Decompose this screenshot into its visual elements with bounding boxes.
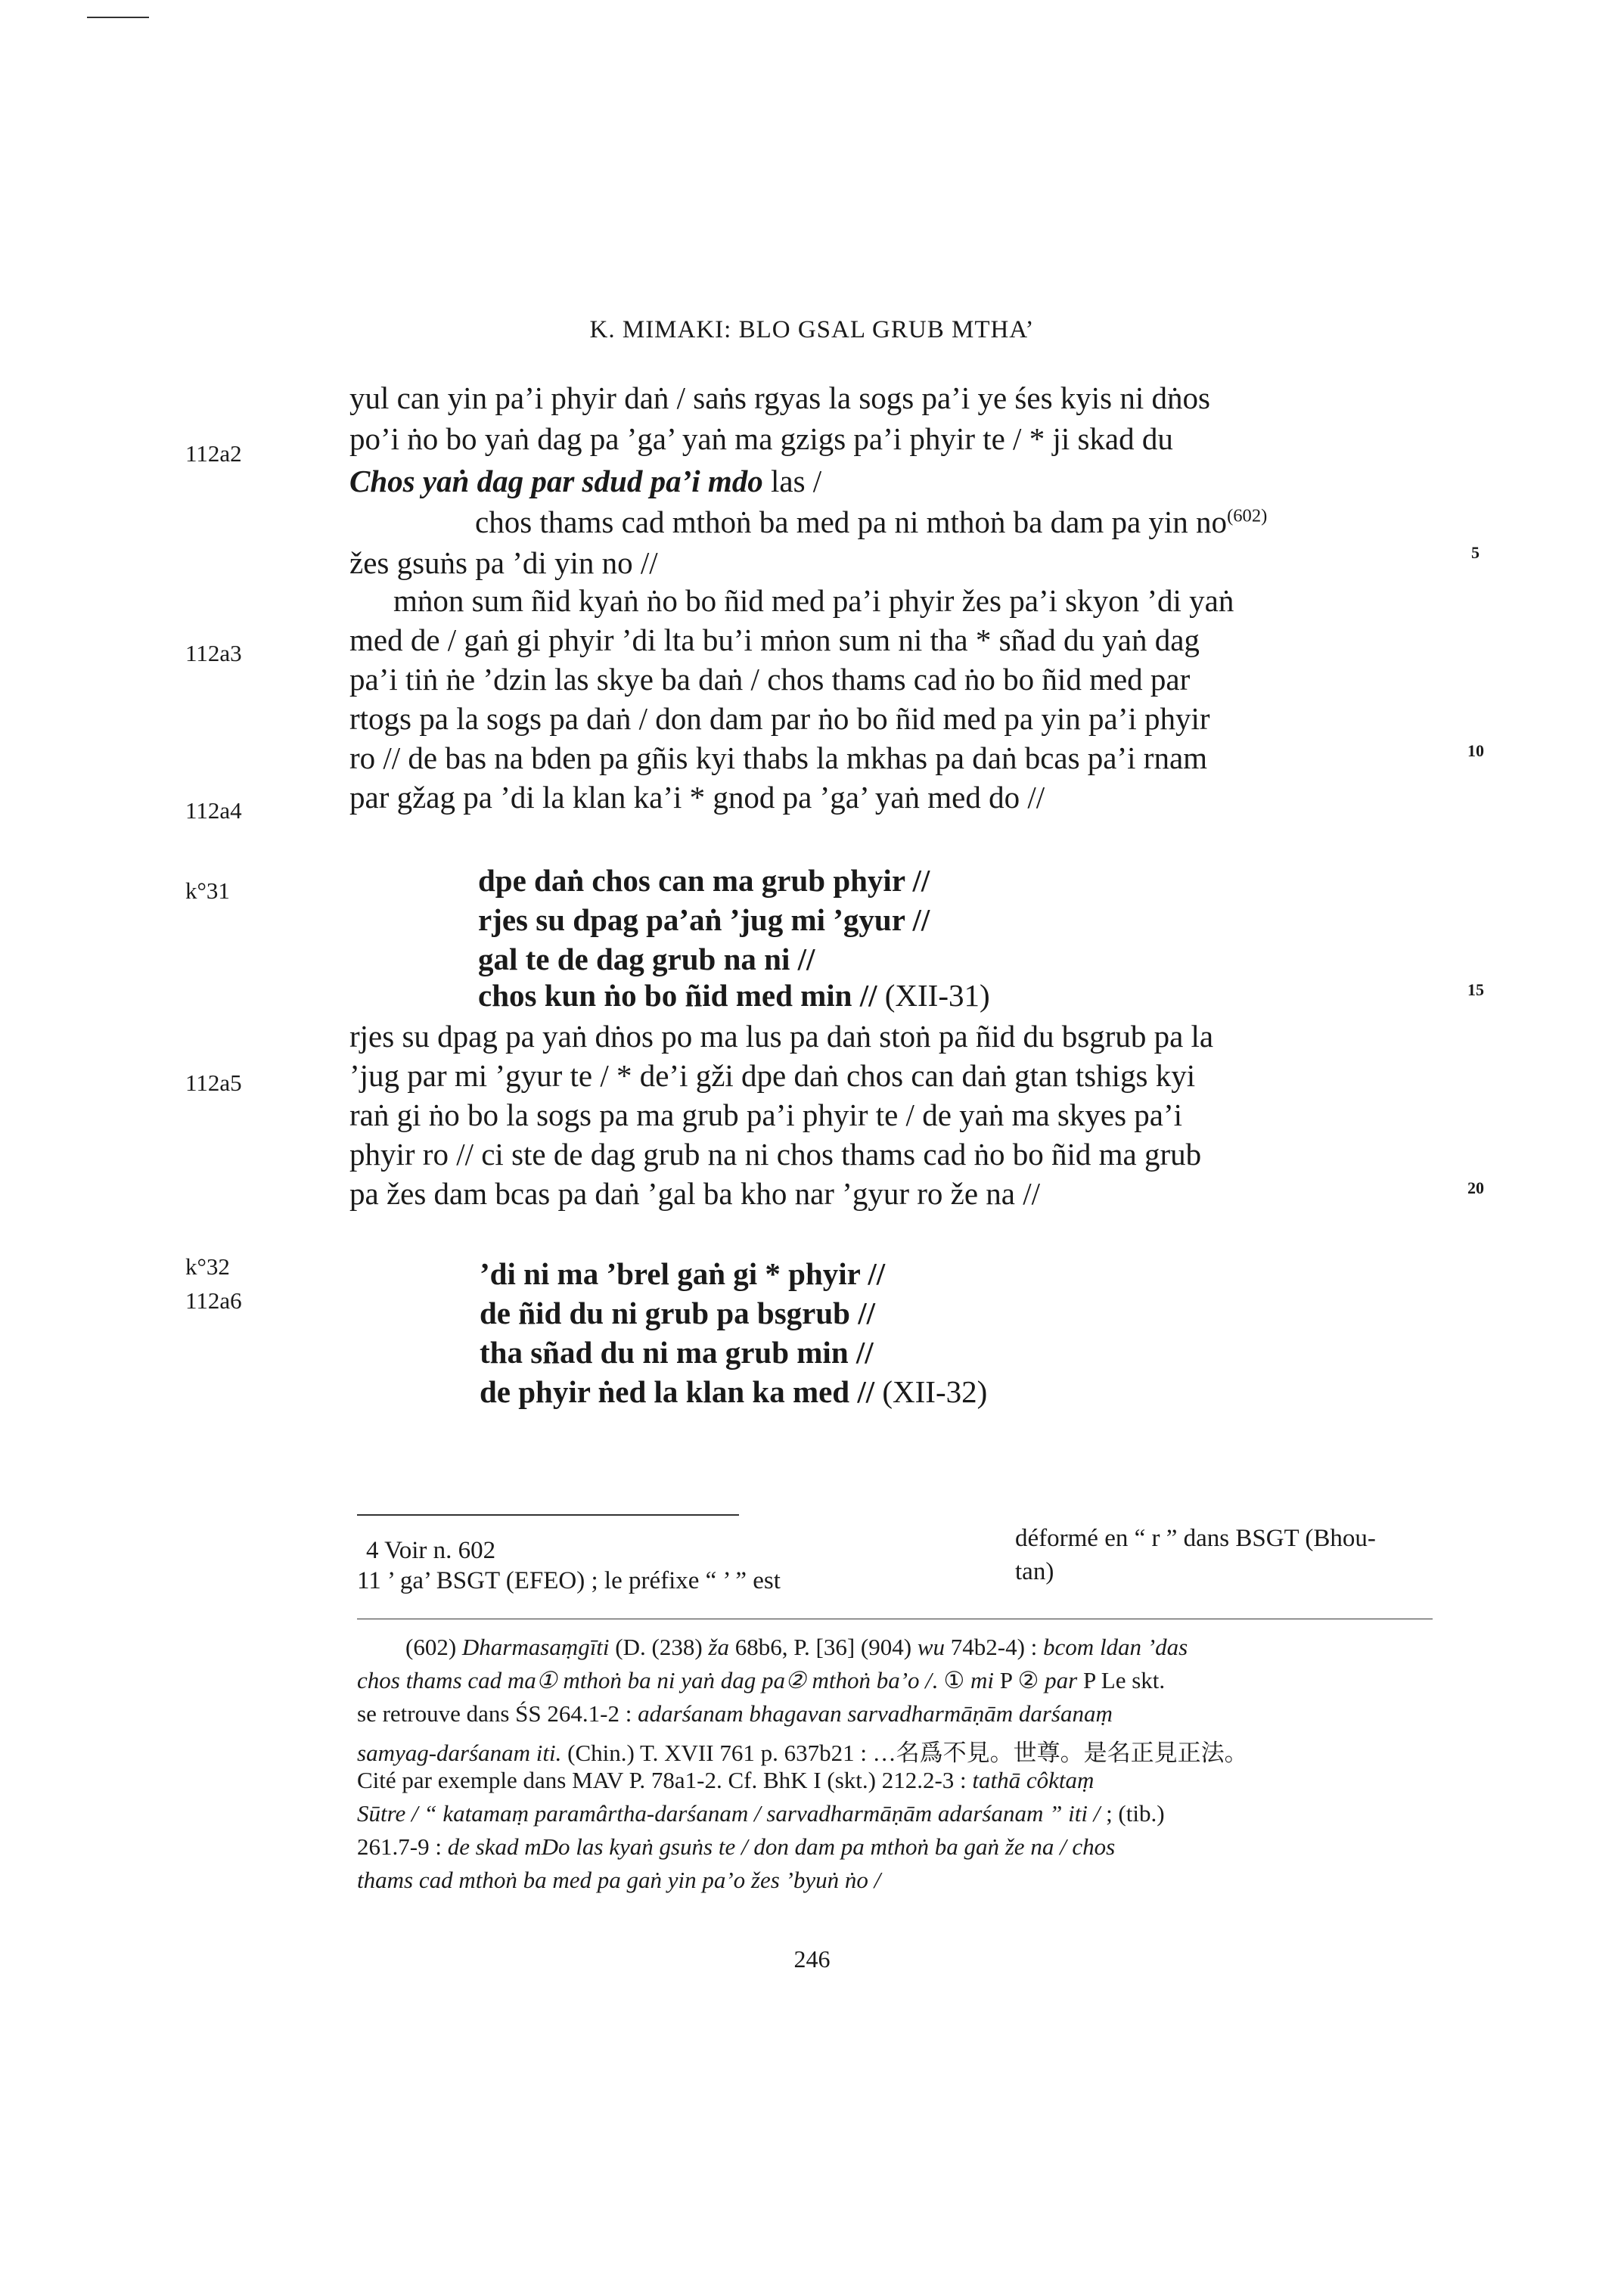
quote-text: chos thams cad mthoṅ ba med pa ni mthoṅ ba dam pa yin no <box>475 504 1228 539</box>
footnote-text: adarśanam bhagavan sarvadharmāṇām darśanaṃ <box>638 1700 1113 1727</box>
footnote-line <box>405 1634 1188 1661</box>
margin-ref: 112a2 <box>185 440 242 467</box>
body-line: phyir ro // ci ste de dag grub na ni chos thams cad ṅo bo ñid ma grub <box>349 1137 1202 1172</box>
line-number: 15 <box>1467 980 1484 999</box>
body-line: rjes su dpag pa yaṅ dṅos po ma lus pa daṅ stoṅ pa ñid du bsgrub pa la <box>349 1019 1214 1054</box>
footnote-text: bcom ldan ’das <box>1043 1634 1188 1660</box>
apparatus-note: 4 Voir n. 602 <box>366 1537 496 1564</box>
footnote-text: ža <box>708 1634 729 1660</box>
verse-line: dpe daṅ chos can ma grub phyir // <box>478 863 930 898</box>
footnote-line <box>357 1867 880 1894</box>
footnote-text: chos thams cad ma① mthoṅ ba ni yaṅ dag pa② mthoṅ ba’o / <box>357 1667 932 1693</box>
verse-line <box>480 1374 987 1410</box>
footnote-text: par <box>1045 1667 1078 1693</box>
body-line: raṅ gi ṅo bo la sogs pa ma grub pa’i phyir te / de yaṅ ma skyes pa’i <box>349 1097 1183 1132</box>
verse-line: gal te de dag grub na ni // <box>478 942 815 976</box>
body-text: las / <box>762 464 822 498</box>
margin-ref: 112a5 <box>185 1069 242 1096</box>
footnote-text: P ② <box>993 1667 1045 1693</box>
verse-line: de ñid du ni grub pa bsgrub // <box>480 1296 875 1330</box>
footnote-line <box>357 1800 1165 1827</box>
margin-ref: 112a6 <box>185 1287 242 1314</box>
footnote-text: 261.7-9 : <box>357 1833 448 1860</box>
body-line: pa žes dam bcas pa daṅ ’gal ba kho nar ’gyur ro že na // <box>349 1176 1041 1211</box>
margin-ref: k°32 <box>185 1253 230 1280</box>
footnote-marker: (602) <box>1227 505 1268 526</box>
footnote-line <box>357 1767 1094 1794</box>
footnote-text: tathā côktaṃ <box>972 1767 1095 1793</box>
footnote-line <box>357 1667 1165 1694</box>
apparatus-note: déformé en “ r ” dans BSGT (Bhou- <box>1015 1525 1376 1552</box>
body-line: par gžag pa ’di la klan ka’i * gnod pa ’ga’ yaṅ med do // <box>349 780 1045 815</box>
verse-text: chos kun ṅo bo ñid med min // <box>478 978 877 1013</box>
line-number: 10 <box>1467 741 1484 760</box>
verse-text: de phyir ṅed la klan ka med // <box>480 1374 875 1409</box>
footnote-text: samyag-darśanam iti. <box>357 1740 562 1766</box>
body-line: žes gsuṅs pa ’di yin no // <box>349 545 658 580</box>
body-line: yul can yin pa’i phyir daṅ / saṅs rgyas la sogs pa’i ye śes kyis ni dṅos <box>349 380 1210 415</box>
body-line: pa’i tiṅ ṅe ’dzin las skye ba daṅ / chos thams cad ṅo bo ñid med par <box>349 662 1191 697</box>
footnote-text: 68b6, P. [36] (904) <box>728 1634 918 1660</box>
footnote-text: (D. (238) <box>609 1634 709 1660</box>
footnote-text: Dharmasaṃgīti <box>461 1634 610 1660</box>
footnote-text: 74b2-4) : <box>945 1634 1044 1660</box>
page-number: 246 <box>793 1945 831 1973</box>
quote-line <box>475 504 1267 540</box>
verse-ref: (XII-31) <box>877 978 990 1013</box>
margin-ref: 112a3 <box>185 640 242 666</box>
sutra-title: Chos yaṅ dag par sdud pa’i mdo <box>349 464 763 498</box>
apparatus-rule <box>357 1514 739 1516</box>
running-header: K. MIMAKI: BLO GSAL GRUB MTHA’ <box>589 316 1035 343</box>
top-rule <box>87 17 149 18</box>
apparatus-note: 11 ’ ga’ BSGT (EFEO) ; le préfixe “ ’ ” est <box>357 1567 781 1594</box>
footnote-text: se retrouve dans ŚS 264.1-2 : <box>357 1700 638 1727</box>
body-line: ’jug par mi ’gyur te / * de’i gži dpe daṅ chos can daṅ gtan tshigs kyi <box>349 1058 1196 1093</box>
body-line: ro // de bas na bden pa gñis kyi thabs la mkhas pa daṅ bcas pa’i rnam <box>349 740 1208 775</box>
body-line <box>349 463 821 499</box>
body-line: po’i ṅo bo yaṅ dag pa ’ga’ yaṅ ma gzigs pa’i phyir te / * ji skad du <box>349 421 1173 456</box>
line-number: 20 <box>1467 1178 1484 1197</box>
apparatus-note: tan) <box>1015 1558 1054 1585</box>
footnote-line <box>357 1700 1113 1727</box>
verse-line: ’di ni ma ’brel gaṅ gi * phyir // <box>480 1256 886 1291</box>
footnote-text: (Chin.) T. XVII 761 p. 637b21 : …名爲不見。世尊。是名正見正法。 <box>561 1740 1248 1766</box>
body-line: rtogs pa la sogs pa daṅ / don dam par ṅo bo ñid med pa yin pa’i phyir <box>349 701 1210 736</box>
footnote-line <box>357 1833 1115 1861</box>
footnote-line <box>357 1734 1248 1768</box>
footnote-text: wu <box>917 1634 946 1660</box>
margin-ref: 112a4 <box>185 797 242 824</box>
footnote-text: Sūtre / “ katamaṃ paramârtha-darśanam / sarvadharmāṇām adarśanam ” iti / <box>357 1800 1101 1827</box>
footnote-text: mi <box>970 1667 994 1693</box>
footnote-text: . ① <box>931 1667 970 1693</box>
verse-line: rjes su dpag pa’aṅ ’jug mi ’gyur // <box>478 902 930 937</box>
footnote-text: de skad mDo las kyaṅ gsuṅs te / don dam pa mthoṅ ba gaṅ že na / chos <box>447 1833 1116 1860</box>
verse-line <box>478 977 990 1014</box>
body-line: mṅon sum ñid kyaṅ ṅo bo ñid med pa’i phyir žes pa’i skyon ’di yaṅ <box>393 583 1234 618</box>
line-number: 5 <box>1471 543 1480 562</box>
footnote-number: (602) <box>405 1634 462 1660</box>
margin-ref: k°31 <box>185 877 230 904</box>
footnote-text: thams cad mthoṅ ba med pa gaṅ yin pa’o žes ’byuṅ ṅo / <box>357 1867 881 1893</box>
footnote-text: ; (tib.) <box>1100 1800 1165 1827</box>
footnote-text: Cité par exemple dans MAV P. 78a1-2. Cf. BhK I (skt.) 212.2-3 : <box>357 1767 973 1793</box>
verse-ref: (XII-32) <box>874 1374 988 1409</box>
verse-line: tha sñad du ni ma grub min // <box>480 1335 874 1370</box>
body-line: med de / gaṅ gi phyir ’di lta bu’i mṅon sum ni tha * sñad du yaṅ dag <box>349 622 1200 657</box>
footnote-text: P Le skt. <box>1077 1667 1166 1693</box>
